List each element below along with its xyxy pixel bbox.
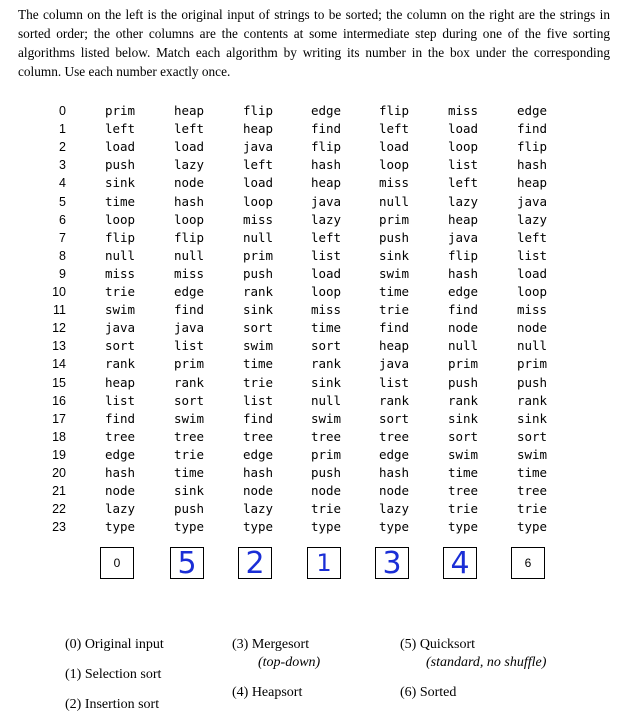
- table-cell: time: [310, 320, 342, 336]
- table-cell: lazy: [447, 193, 479, 209]
- table-cell: load: [516, 265, 548, 281]
- table-cell: trie: [447, 501, 479, 517]
- answer-box-col5-value: 4: [450, 545, 470, 581]
- legend-item-3: [232, 636, 320, 672]
- table-cell: push: [242, 265, 274, 281]
- table-cell: hash: [104, 465, 136, 480]
- table-cell: flip: [173, 229, 205, 245]
- table-cell: rank: [516, 392, 548, 408]
- table-row: [0, 500, 628, 518]
- table-cell: load: [242, 175, 274, 191]
- row-index: 2: [59, 140, 66, 155]
- table-cell: find: [447, 302, 479, 318]
- table-cell: hash: [447, 265, 479, 281]
- table-cell: load: [173, 139, 205, 155]
- legend-item-0: [65, 636, 164, 654]
- table-cell: list: [242, 392, 274, 408]
- table-cell: null: [104, 247, 136, 263]
- table-cell: java: [310, 193, 342, 209]
- table-cell: left: [242, 157, 274, 173]
- table-cell: list: [516, 247, 548, 263]
- table-cell: time: [447, 465, 479, 480]
- row-index: 4: [59, 176, 66, 191]
- table-cell: trie: [242, 374, 274, 390]
- table-cell: heap: [516, 175, 548, 191]
- table-row: [0, 410, 628, 428]
- table-cell: time: [378, 284, 410, 299]
- table-cell: tree: [378, 428, 410, 444]
- table-cell: lazy: [516, 211, 548, 227]
- table-cell: java: [104, 320, 136, 336]
- table-cell: heap: [378, 338, 410, 354]
- legend-item-4: [232, 684, 302, 702]
- table-cell: node: [173, 175, 205, 191]
- legend-item-6-label: (6) Sorted: [400, 685, 457, 700]
- table-cell: prim: [378, 211, 410, 227]
- answer-box-col0-value: 0: [113, 556, 121, 570]
- table-cell: edge: [378, 446, 410, 462]
- table-cell: edge: [242, 446, 274, 462]
- table-cell: node: [310, 483, 342, 499]
- answer-box-col1[interactable]: [170, 547, 204, 579]
- table-cell: loop: [310, 284, 342, 299]
- table-cell: rank: [104, 356, 136, 372]
- table-row: [0, 319, 628, 337]
- table-cell: rank: [447, 392, 479, 408]
- table-cell: miss: [310, 302, 342, 318]
- table-cell: trie: [378, 302, 410, 318]
- table-cell: sink: [310, 374, 342, 390]
- table-row: [0, 428, 628, 446]
- table-cell: node: [516, 320, 548, 336]
- legend-item-5-label: (5) Quicksort: [400, 637, 476, 652]
- table-row: [0, 374, 628, 392]
- table-cell: push: [104, 157, 136, 173]
- row-index: 9: [59, 266, 66, 281]
- table-cell: type: [378, 519, 410, 535]
- table-cell: sink: [173, 483, 205, 499]
- row-index: 11: [53, 303, 66, 318]
- row-index: 22: [52, 502, 66, 517]
- table-cell: push: [447, 374, 479, 390]
- table-cell: null: [447, 338, 479, 354]
- row-index: 20: [52, 466, 66, 480]
- table-cell: heap: [242, 121, 274, 137]
- table-cell: push: [378, 229, 410, 245]
- table-cell: swim: [516, 446, 548, 462]
- table-cell: hash: [516, 157, 548, 173]
- table-cell: sort: [378, 410, 410, 426]
- table-row: [0, 392, 628, 410]
- table-cell: sink: [516, 410, 548, 426]
- row-index: 0: [59, 104, 66, 118]
- table-row: [0, 174, 628, 192]
- table-row: [0, 247, 628, 265]
- table-row: [0, 102, 628, 120]
- table-cell: flip: [104, 229, 136, 245]
- legend-item-5-sub: (standard, no shuffle): [426, 655, 547, 670]
- table-cell: list: [447, 157, 479, 173]
- answer-box-col2-value: 2: [245, 545, 265, 581]
- table-row: [0, 518, 628, 536]
- table-cell: rank: [173, 374, 205, 390]
- table-cell: java: [173, 320, 205, 336]
- table-cell: left: [310, 229, 342, 245]
- table-cell: tree: [242, 428, 274, 444]
- table-row: [0, 156, 628, 174]
- table-cell: tree: [447, 483, 479, 499]
- table-cell: lazy: [173, 157, 205, 173]
- row-index: 8: [59, 248, 66, 263]
- table-cell: find: [104, 410, 136, 426]
- table-cell: sink: [378, 247, 410, 263]
- table-cell: tree: [104, 428, 136, 444]
- legend-item-3-label: (3) Mergesort: [232, 637, 310, 652]
- table-cell: edge: [104, 446, 136, 462]
- table-cell: miss: [516, 302, 548, 318]
- table-cell: node: [104, 483, 136, 499]
- legend-item-4-label: (4) Heapsort: [232, 685, 303, 700]
- table-cell: sort: [447, 428, 479, 444]
- table-cell: left: [104, 121, 136, 137]
- table-cell: java: [378, 356, 410, 372]
- table-row: [0, 301, 628, 319]
- table-cell: node: [447, 320, 479, 336]
- table-row: [0, 482, 628, 500]
- table-cell: java: [447, 229, 479, 245]
- table-cell: miss: [104, 265, 136, 281]
- table-cell: trie: [104, 284, 136, 299]
- legend-item-1-label: (1) Selection sort: [65, 667, 162, 682]
- table-cell: time: [173, 465, 205, 480]
- table-cell: miss: [242, 211, 274, 227]
- table-cell: swim: [242, 338, 274, 354]
- table-cell: swim: [447, 446, 479, 462]
- answer-box-col6[interactable]: [511, 547, 545, 579]
- table-cell: push: [310, 465, 342, 480]
- table-row: [0, 283, 628, 301]
- table-row: [0, 229, 628, 247]
- table-row: [0, 138, 628, 156]
- answer-box-col6-value: 6: [524, 556, 532, 570]
- row-index: 3: [59, 158, 66, 173]
- table-cell: loop: [378, 157, 410, 173]
- table-row: [0, 464, 628, 482]
- table-cell: heap: [310, 175, 342, 191]
- table-cell: lazy: [104, 501, 136, 517]
- table-cell: push: [516, 374, 548, 390]
- table-cell: loop: [173, 211, 205, 227]
- table-cell: left: [447, 175, 479, 191]
- answer-box-col2[interactable]: [238, 547, 272, 579]
- table-cell: trie: [310, 501, 342, 517]
- table-cell: trie: [173, 446, 205, 462]
- row-index: 10: [52, 285, 66, 299]
- table-cell: loop: [516, 284, 548, 299]
- table-cell: miss: [447, 103, 479, 118]
- answer-box-col0[interactable]: [100, 547, 134, 579]
- table-row: [0, 120, 628, 138]
- row-index: 15: [52, 375, 66, 390]
- table-cell: list: [104, 392, 136, 408]
- legend-item-6: [400, 684, 456, 702]
- answer-box-col4[interactable]: [375, 547, 409, 579]
- table-cell: left: [378, 121, 410, 137]
- table-cell: java: [516, 193, 548, 209]
- table-cell: find: [242, 410, 274, 426]
- table-cell: hash: [173, 193, 205, 209]
- legend-item-2-label: (2) Insertion sort: [65, 697, 160, 712]
- table-cell: prim: [242, 247, 274, 263]
- table-cell: node: [378, 483, 410, 499]
- table-cell: lazy: [242, 501, 274, 517]
- table-cell: sink: [104, 175, 136, 191]
- table-cell: type: [447, 519, 479, 535]
- table-cell: find: [310, 121, 342, 137]
- table-row: [0, 337, 628, 355]
- row-index: 18: [52, 429, 66, 444]
- legend-item-2: [65, 696, 159, 714]
- table-cell: edge: [173, 284, 205, 299]
- table-cell: hash: [310, 157, 342, 173]
- answer-box-col4-value: 3: [382, 545, 402, 581]
- table-cell: lazy: [310, 211, 342, 227]
- table-cell: flip: [447, 247, 479, 263]
- table-cell: hash: [242, 465, 274, 480]
- table-cell: swim: [310, 410, 342, 426]
- table-cell: rank: [378, 392, 410, 408]
- table-cell: sort: [516, 428, 548, 444]
- table-cell: loop: [447, 139, 479, 155]
- legend-item-5: [400, 636, 546, 672]
- row-index: 17: [52, 411, 66, 426]
- table-cell: null: [516, 338, 548, 354]
- row-index: 7: [59, 230, 66, 245]
- table-cell: lazy: [378, 501, 410, 517]
- row-index: 14: [52, 357, 66, 372]
- table-cell: flip: [378, 103, 410, 118]
- legend-item-0-label: (0) Original input: [65, 637, 164, 652]
- table-cell: trie: [516, 501, 548, 517]
- table-cell: null: [378, 193, 410, 209]
- table-row: [0, 265, 628, 283]
- table-row: [0, 193, 628, 211]
- legend-item-3-sub: (top-down): [258, 655, 321, 670]
- table-cell: miss: [378, 175, 410, 191]
- table-cell: heap: [173, 103, 205, 118]
- table-cell: type: [173, 519, 205, 535]
- table-cell: tree: [310, 428, 342, 444]
- row-index: 12: [52, 321, 66, 336]
- table-cell: list: [310, 247, 342, 263]
- table-cell: heap: [447, 211, 479, 227]
- table-cell: rank: [310, 356, 342, 372]
- table-cell: flip: [516, 139, 548, 155]
- table-cell: edge: [447, 284, 479, 299]
- row-index: 23: [52, 520, 66, 535]
- table-cell: flip: [242, 103, 274, 118]
- table-cell: left: [516, 229, 548, 245]
- table-row: [0, 355, 628, 373]
- table-cell: prim: [447, 356, 479, 372]
- table-cell: push: [173, 501, 205, 517]
- table-cell: sink: [447, 410, 479, 426]
- table-cell: time: [516, 465, 548, 480]
- table-cell: prim: [104, 103, 136, 118]
- instructions-text: The column on the left is the original input of strings to be sorted; the column on the right are the strings in sorted order; the other columns are the contents at some intermediate step during one of the five sorting algorithms listed below. Match each algorithm by writing its number in the box under the corresponding column. Use each number exactly once.: [18, 7, 610, 79]
- table-cell: load: [104, 139, 136, 155]
- table-cell: type: [310, 519, 342, 535]
- table-cell: list: [378, 374, 410, 390]
- table-cell: time: [104, 193, 136, 209]
- table-cell: sort: [242, 320, 274, 336]
- table-cell: type: [242, 519, 274, 535]
- table-cell: swim: [104, 302, 136, 318]
- table-cell: left: [173, 121, 205, 137]
- row-index: 5: [59, 194, 66, 209]
- table-row: [0, 446, 628, 464]
- table-cell: heap: [104, 374, 136, 390]
- answer-box-col1-value: 5: [177, 545, 197, 581]
- table-cell: loop: [242, 193, 274, 209]
- answer-box-col3[interactable]: [307, 547, 341, 579]
- table-cell: load: [447, 121, 479, 137]
- table-cell: edge: [310, 103, 342, 118]
- table-cell: null: [310, 392, 342, 408]
- table-cell: sort: [104, 338, 136, 354]
- table-cell: loop: [104, 211, 136, 227]
- table-cell: edge: [516, 103, 548, 118]
- table-cell: sort: [173, 392, 205, 408]
- table-cell: swim: [173, 410, 205, 426]
- row-index: 6: [59, 212, 66, 227]
- row-index: 13: [52, 339, 66, 354]
- answer-box-col3-value: 1: [316, 549, 332, 577]
- table-cell: null: [173, 247, 205, 263]
- table-cell: list: [173, 338, 205, 354]
- table-cell: hash: [378, 465, 410, 480]
- table-cell: java: [242, 139, 274, 155]
- row-index: 19: [52, 447, 66, 462]
- legend-item-1: [65, 666, 161, 684]
- table-cell: find: [516, 121, 548, 137]
- table-cell: flip: [310, 139, 342, 155]
- table-cell: load: [378, 139, 410, 155]
- table-row: [0, 211, 628, 229]
- table-cell: prim: [173, 356, 205, 372]
- table-cell: type: [516, 519, 548, 535]
- table-cell: type: [104, 519, 136, 535]
- table-cell: node: [242, 483, 274, 499]
- row-index: 1: [59, 122, 66, 137]
- table-cell: prim: [516, 356, 548, 372]
- table-cell: find: [378, 320, 410, 336]
- table-cell: miss: [173, 265, 205, 281]
- table-cell: rank: [242, 284, 274, 299]
- table-cell: find: [173, 302, 205, 318]
- table-cell: prim: [310, 446, 342, 462]
- table-cell: sink: [242, 302, 274, 318]
- table-cell: load: [310, 265, 342, 281]
- table-cell: swim: [378, 265, 410, 281]
- table-cell: tree: [516, 483, 548, 499]
- table-cell: tree: [173, 428, 205, 444]
- table-cell: null: [242, 229, 274, 245]
- row-index: 16: [52, 393, 66, 408]
- row-index: 21: [52, 484, 66, 499]
- table-cell: sort: [310, 338, 342, 354]
- answer-box-col5[interactable]: [443, 547, 477, 579]
- table-cell: time: [242, 356, 274, 372]
